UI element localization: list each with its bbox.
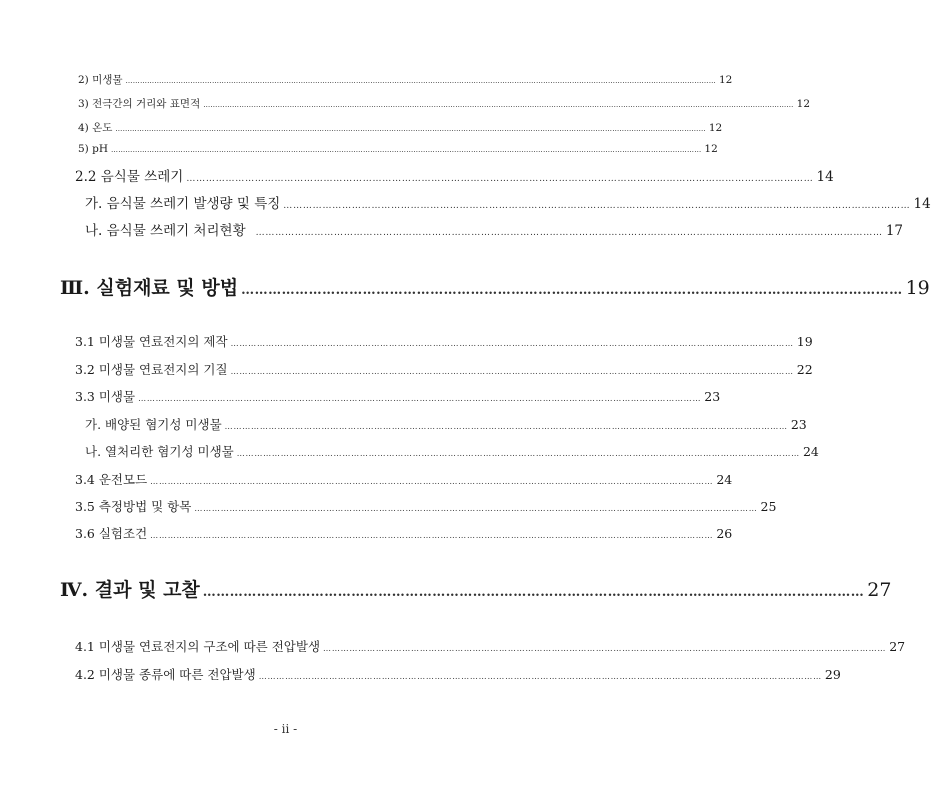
toc-page: 23 <box>790 417 807 432</box>
toc-page: 12 <box>718 74 733 86</box>
toc-page: 26 <box>716 526 733 541</box>
toc-entry-food-waste-generation <box>85 192 931 212</box>
leader-dots: ………………………………………………………………………………………………………………………………………………………………………… <box>283 201 911 211</box>
toc-label: Ⅲ. 실험재료 및 방법 <box>60 277 239 299</box>
toc-page: 24 <box>716 472 733 487</box>
toc-page: 12 <box>796 98 811 110</box>
toc-page: 23 <box>704 389 721 404</box>
page-number-footer: - ii - <box>273 722 298 736</box>
toc-label: 3.5 측정방법 및 항목 <box>75 499 192 514</box>
leader-dots: ………………………………………………………………………………………………………………………………………………………………………… <box>255 228 883 238</box>
toc-label: 5) pH <box>78 143 108 155</box>
toc-page: 14 <box>913 196 931 212</box>
toc-entry-3-5 <box>75 497 777 515</box>
toc-page: 12 <box>708 122 723 134</box>
leader-dots: ………………………………………………………………………………………………………………………………………………………………………… <box>186 174 814 184</box>
toc-page: 29 <box>824 667 841 682</box>
toc-entry-ph <box>78 143 718 155</box>
toc-label: 4) 온도 <box>78 122 113 134</box>
toc-page: 12 <box>704 143 718 155</box>
leader-dots: ………………………………………………………………………………………………………………………………………………………………………………………………………………………… <box>125 77 716 85</box>
leader-dots: ………………………………………………………………………………………………………………………………………………………………………… <box>138 394 702 403</box>
leader-dots: ………………………………………………………………………………………………………………………………………………………………………… <box>224 422 788 431</box>
toc-entry-heat-treated-anaerobes <box>85 442 819 460</box>
toc-label: 2) 미생물 <box>78 74 123 86</box>
leader-dots: ………………………………………………………………………………………………………………………………………………………………………… <box>258 672 822 681</box>
toc-page: 25 <box>760 499 777 514</box>
leader-dots: ………………………………………………………………………………………………………………………………………………………………………… <box>236 449 800 458</box>
leader-dots: ………………………………………………………………………………………………………………………………………………………………………………………………………………………… <box>115 125 706 133</box>
toc-label: 3.6 실험조건 <box>75 526 148 541</box>
toc-page: 27 <box>867 579 892 601</box>
toc-entry-3-3 <box>75 387 721 405</box>
toc-label: 2.2 음식물 쓰레기 <box>75 169 184 185</box>
leader-dots: ………………………………………………………………………………………………………………………………………………………………………………………………………………………… <box>111 146 702 154</box>
toc-page: 24 <box>802 444 819 459</box>
toc-label: 나. 열처리한 혐기성 미생물 <box>85 444 234 459</box>
toc-entry-3-2 <box>75 360 813 378</box>
leader-dots: ………………………………………………………………………………………………………………………………………………………………………… <box>230 339 794 348</box>
toc-entry-3-1 <box>75 332 813 350</box>
toc-page: 27 <box>889 639 906 654</box>
toc-chapter-4 <box>60 575 892 602</box>
toc-label: 4.1 미생물 연료전지의 구조에 따른 전압발생 <box>75 639 321 654</box>
toc-label: 가. 배양된 혐기성 미생물 <box>85 417 222 432</box>
toc-label: 나. 음식물 쓰레기 처리현황 <box>85 223 246 239</box>
toc-label: 3.1 미생물 연료전지의 제작 <box>75 334 228 349</box>
leader-dots: ………………………………………………………………………………………………………………………………………………………………………………………………………………………… <box>203 101 794 109</box>
toc-entry-temperature <box>78 120 723 135</box>
toc-label: 3.3 미생물 <box>75 389 136 404</box>
toc-chapter-3 <box>60 273 930 300</box>
leader-dots: ………………………………………………………………………………………………………………………………………………………………………… <box>323 644 887 653</box>
toc-entry-4-2 <box>75 665 841 683</box>
leader-dots: ………………………………………………………………………………………………………………………………………………………………………… <box>194 504 758 513</box>
toc-entry-food-waste <box>75 165 834 185</box>
toc-page: 17 <box>885 223 904 239</box>
toc-entry-3-6 <box>75 524 733 542</box>
toc-entry-electrode-distance <box>78 96 811 111</box>
leader-dots: ………………………………………………………………………………………………………………………………… <box>202 585 865 600</box>
leader-dots: ………………………………………………………………………………………………………………………………………………………………………… <box>230 367 794 376</box>
toc-label: Ⅳ. 결과 및 고찰 <box>60 579 200 601</box>
toc-label: 가. 음식물 쓰레기 발생량 및 특징 <box>85 196 281 212</box>
toc-entry-cultured-anaerobes <box>85 415 807 433</box>
toc-entry-food-waste-treatment <box>85 219 904 239</box>
toc-entry-microbe-sub <box>78 72 733 87</box>
toc-label: 3.2 미생물 연료전지의 기질 <box>75 362 228 377</box>
toc-page: 14 <box>816 169 834 185</box>
leader-dots: ………………………………………………………………………………………………………………………………… <box>241 283 903 298</box>
toc-entry-4-1 <box>75 637 906 655</box>
toc-page: 22 <box>796 362 813 377</box>
toc-entry-3-4 <box>75 470 733 488</box>
toc-label: 4.2 미생물 종류에 따른 전압발생 <box>75 667 256 682</box>
toc-page: 19 <box>796 334 813 349</box>
toc-page: 19 <box>905 277 930 299</box>
toc-label: 3.4 운전모드 <box>75 472 148 487</box>
toc-label: 3) 전극간의 거리와 표면적 <box>78 98 201 110</box>
leader-dots: ………………………………………………………………………………………………………………………………………………………………………… <box>150 531 714 540</box>
leader-dots: ………………………………………………………………………………………………………………………………………………………………………… <box>150 477 714 486</box>
